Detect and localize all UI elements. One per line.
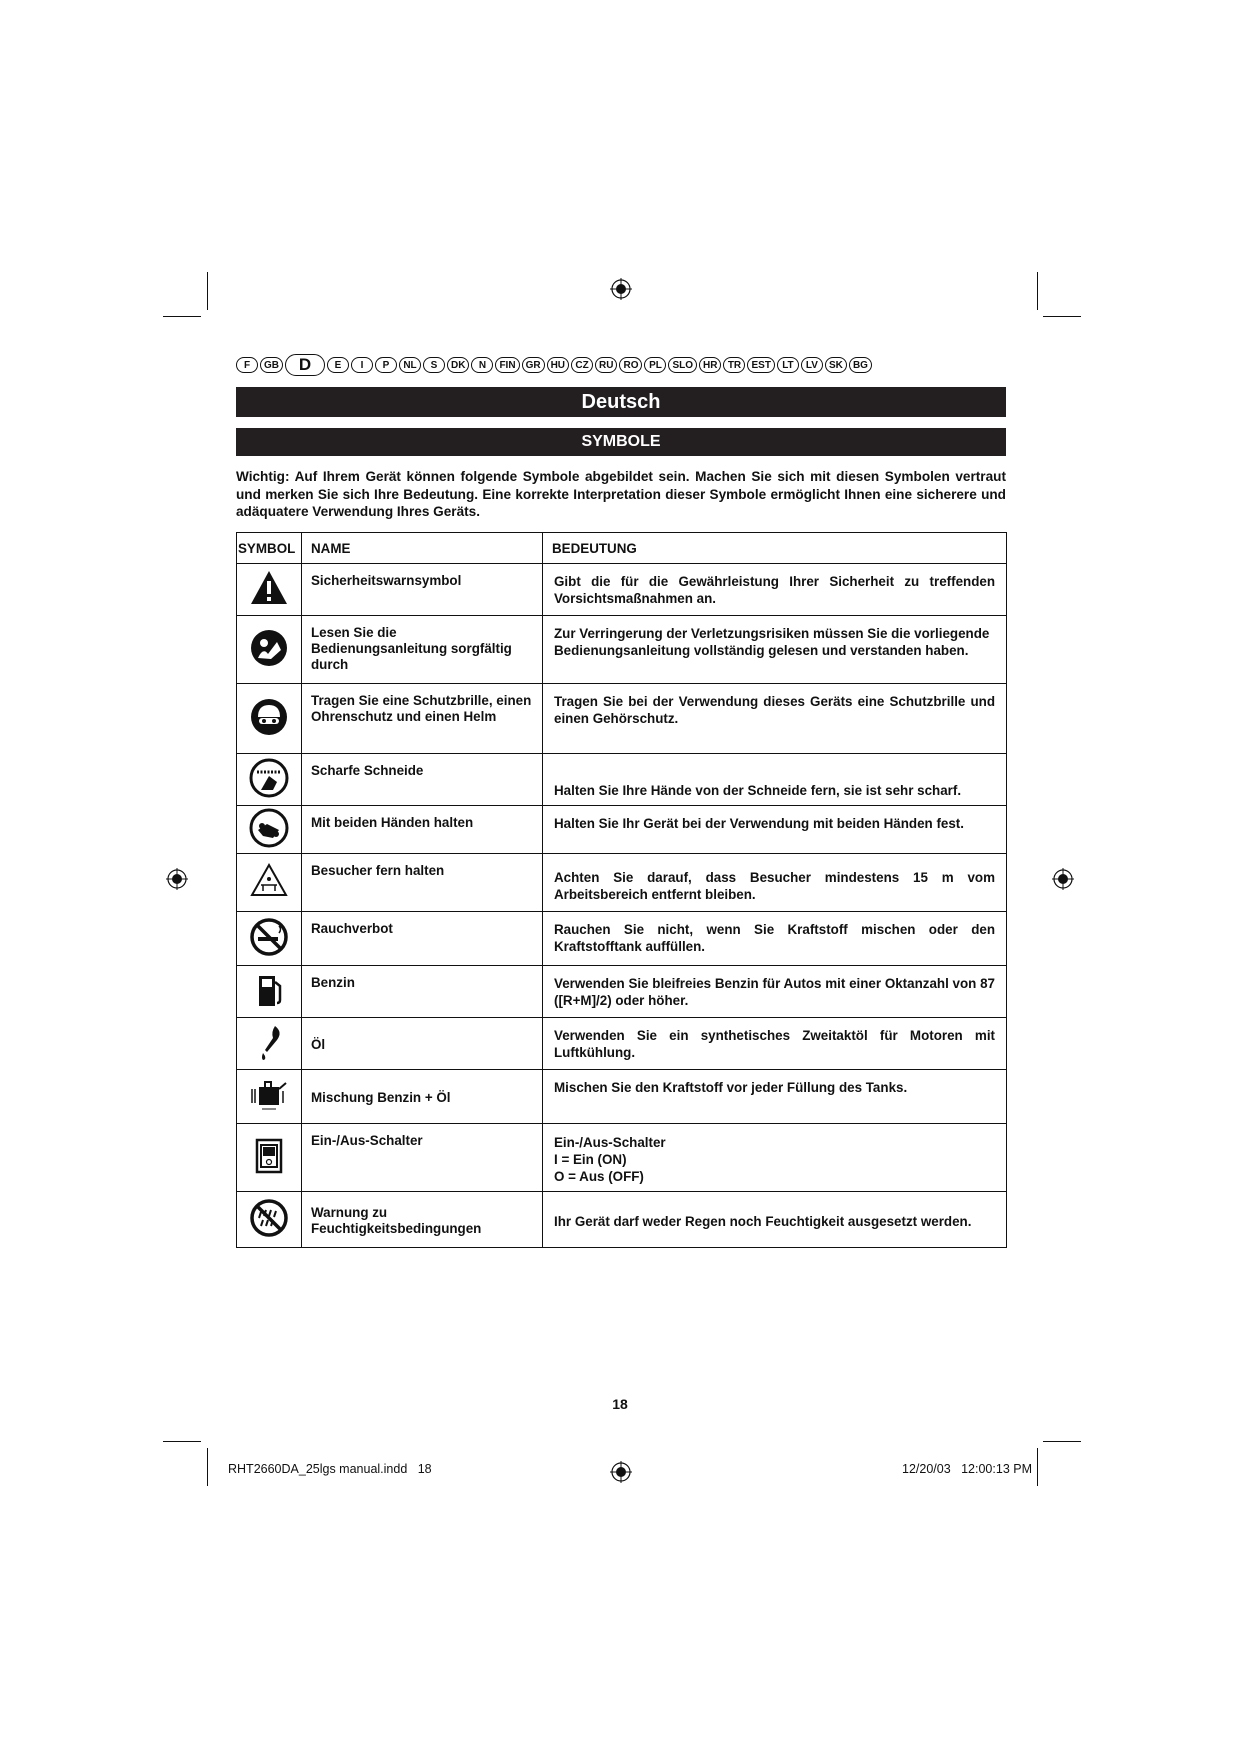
- symbol-meaning-text: O = Aus (OFF): [554, 1169, 644, 1184]
- read-manual-icon: [249, 628, 289, 668]
- two-hands-icon: [249, 808, 289, 848]
- language-tab[interactable]: LV: [801, 357, 823, 373]
- table-row: [237, 966, 1007, 1018]
- language-tab[interactable]: P: [375, 357, 397, 373]
- table-row: [237, 1018, 1007, 1070]
- symbol-meaning: Verwenden Sie bleifreies Benzin für Autos mit einer Oktanzahl von 87 ([R+M]/2) oder höher.: [543, 966, 1007, 1018]
- language-tab[interactable]: RU: [595, 357, 617, 373]
- crop-mark: [1037, 272, 1038, 310]
- warning-triangle-icon: [249, 568, 289, 608]
- symbol-meaning-text: Bedienungsanleitung vollständig gelesen und verstanden haben.: [554, 643, 969, 658]
- symbol-meaning-text: Ein-/Aus-Schalter: [554, 1135, 666, 1150]
- crop-mark: [163, 1441, 201, 1442]
- registration-mark-icon: [166, 868, 188, 890]
- language-tab[interactable]: TR: [723, 357, 745, 373]
- language-tab[interactable]: GB: [260, 357, 283, 373]
- page-number: 18: [612, 1396, 628, 1412]
- page-title: Deutsch: [236, 387, 1006, 417]
- table-row: [237, 754, 1007, 806]
- symbol-name: Warnung zu Feuchtigkeitsbedingungen: [302, 1192, 543, 1248]
- table-row: [237, 1124, 1007, 1192]
- crop-mark: [207, 272, 208, 310]
- registration-mark-icon: [1052, 868, 1074, 890]
- section-title: SYMBOLE: [236, 428, 1006, 456]
- table-row: [237, 912, 1007, 966]
- language-tab[interactable]: PL: [644, 357, 666, 373]
- column-header-symbol: SYMBOL: [237, 533, 302, 564]
- symbol-meaning: Tragen Sie bei der Verwendung dieses Geräts eine Schutzbrille und einen Gehörschutz.: [543, 684, 1007, 754]
- symbol-meaning-text: Zur Verringerung der Verletzungsrisiken müssen Sie die vorliegende: [554, 626, 990, 641]
- symbol-name: Tragen Sie eine Schutzbrille, einen Ohrenschutz und einen Helm: [302, 684, 543, 754]
- table-header-row: [237, 533, 1007, 564]
- symbol-meaning: Rauchen Sie nicht, wenn Sie Kraftstoff mischen oder den Kraftstofftank auffüllen.: [543, 912, 1007, 966]
- language-tabs: [236, 356, 1006, 374]
- symbol-meaning: Gibt die für die Gewährleistung Ihrer Sicherheit zu treffenden Vorsichtsmaßnahmen an.: [543, 564, 1007, 616]
- table-row: [237, 806, 1007, 854]
- language-tab[interactable]: SK: [825, 357, 847, 373]
- language-tab[interactable]: NL: [399, 357, 421, 373]
- table-row: [237, 1070, 1007, 1124]
- language-tab[interactable]: F: [236, 357, 258, 373]
- symbol-name: Sicherheitswarnsymbol: [302, 564, 543, 616]
- on-off-switch-icon: [249, 1136, 289, 1176]
- column-header-meaning: BEDEUTUNG: [543, 533, 1007, 564]
- symbol-meaning: Mischen Sie den Kraftstoff vor jeder Füllung des Tanks.: [543, 1070, 1007, 1124]
- table-row: [237, 616, 1007, 684]
- registration-mark-icon: [610, 1461, 632, 1483]
- symbol-name: Mit beiden Händen halten: [302, 806, 543, 854]
- language-tab[interactable]: N: [471, 357, 493, 373]
- language-tab[interactable]: S: [423, 357, 445, 373]
- table-row: [237, 564, 1007, 616]
- symbol-name: Mischung Benzin + Öl: [302, 1070, 543, 1124]
- language-tab-active[interactable]: D: [285, 354, 325, 376]
- crop-mark: [163, 316, 201, 317]
- language-tab[interactable]: HR: [699, 357, 721, 373]
- registration-mark-icon: [610, 278, 632, 300]
- fuel-mix-can-icon: [249, 1075, 289, 1115]
- intro-paragraph: Wichtig: Auf Ihrem Gerät können folgende Symbole abgebildet sein. Machen Sie sich mit diesen Symbolen vertraut und merken Sie sich Ihre Bedeutung. Eine korrekte Interpretation dieser Symbole ermöglicht Ihnen eine sicherere und adäquatere Verwendung Ihres Geräts.: [236, 469, 1006, 519]
- symbol-meaning-text: I = Ein (ON): [554, 1152, 627, 1167]
- symbol-meaning: Ihr Gerät darf weder Regen noch Feuchtigkeit ausgesetzt werden.: [543, 1192, 1007, 1248]
- no-smoking-icon: [249, 917, 289, 957]
- keep-bystanders-away-icon: [249, 861, 289, 901]
- symbol-meaning: [543, 1124, 1007, 1192]
- crop-mark: [1043, 316, 1081, 317]
- language-tab[interactable]: GR: [522, 357, 545, 373]
- symbol-name: Besucher fern halten: [302, 854, 543, 912]
- symbol-meaning: [543, 616, 1007, 684]
- no-rain-icon: [249, 1198, 289, 1238]
- crop-mark: [207, 1448, 208, 1486]
- language-tab[interactable]: LT: [777, 357, 799, 373]
- symbol-name: [302, 616, 543, 684]
- language-tab[interactable]: E: [327, 357, 349, 373]
- footer-timestamp: 12/20/03 12:00:13 PM: [902, 1462, 1032, 1476]
- symbols-table: [236, 532, 1007, 1248]
- table-row: [237, 684, 1007, 754]
- language-tab[interactable]: EST: [747, 357, 774, 373]
- symbol-name-text: Lesen Sie die Bedienungsanleitung sorgfältig durch: [311, 625, 512, 672]
- language-tab[interactable]: HU: [547, 357, 569, 373]
- language-tab[interactable]: I: [351, 357, 373, 373]
- symbol-meaning: Achten Sie darauf, dass Besucher mindestens 15 m vom Arbeitsbereich entfernt bleiben.: [543, 854, 1007, 912]
- sharp-blade-icon: [249, 758, 289, 798]
- language-tab[interactable]: CZ: [571, 357, 593, 373]
- symbol-meaning: Halten Sie Ihr Gerät bei der Verwendung mit beiden Händen fest.: [543, 806, 1007, 854]
- language-tab[interactable]: BG: [849, 357, 872, 373]
- symbol-name: Benzin: [302, 966, 543, 1018]
- oil-drop-icon: [249, 1022, 289, 1062]
- eye-ear-head-protection-icon: [249, 697, 289, 737]
- symbol-meaning: Halten Sie Ihre Hände von der Schneide fern, sie ist sehr scharf.: [543, 754, 1007, 806]
- symbol-meaning: Verwenden Sie ein synthetisches Zweitaktöl für Motoren mit Luftkühlung.: [543, 1018, 1007, 1070]
- symbol-name: Öl: [302, 1018, 543, 1070]
- language-tab[interactable]: RO: [619, 357, 642, 373]
- table-row: [237, 1192, 1007, 1248]
- language-tab[interactable]: SLO: [668, 357, 697, 373]
- crop-mark: [1043, 1441, 1081, 1442]
- symbol-name: Scharfe Schneide: [302, 754, 543, 806]
- symbol-name: Ein-/Aus-Schalter: [302, 1124, 543, 1192]
- fuel-pump-icon: [249, 970, 289, 1010]
- crop-mark: [1037, 1448, 1038, 1486]
- symbol-name: Rauchverbot: [302, 912, 543, 966]
- language-tab[interactable]: DK: [447, 357, 469, 373]
- language-tab[interactable]: FIN: [495, 357, 519, 373]
- table-row: [237, 854, 1007, 912]
- footer-file: RHT2660DA_25lgs manual.indd 18: [228, 1462, 432, 1476]
- column-header-name: NAME: [302, 533, 543, 564]
